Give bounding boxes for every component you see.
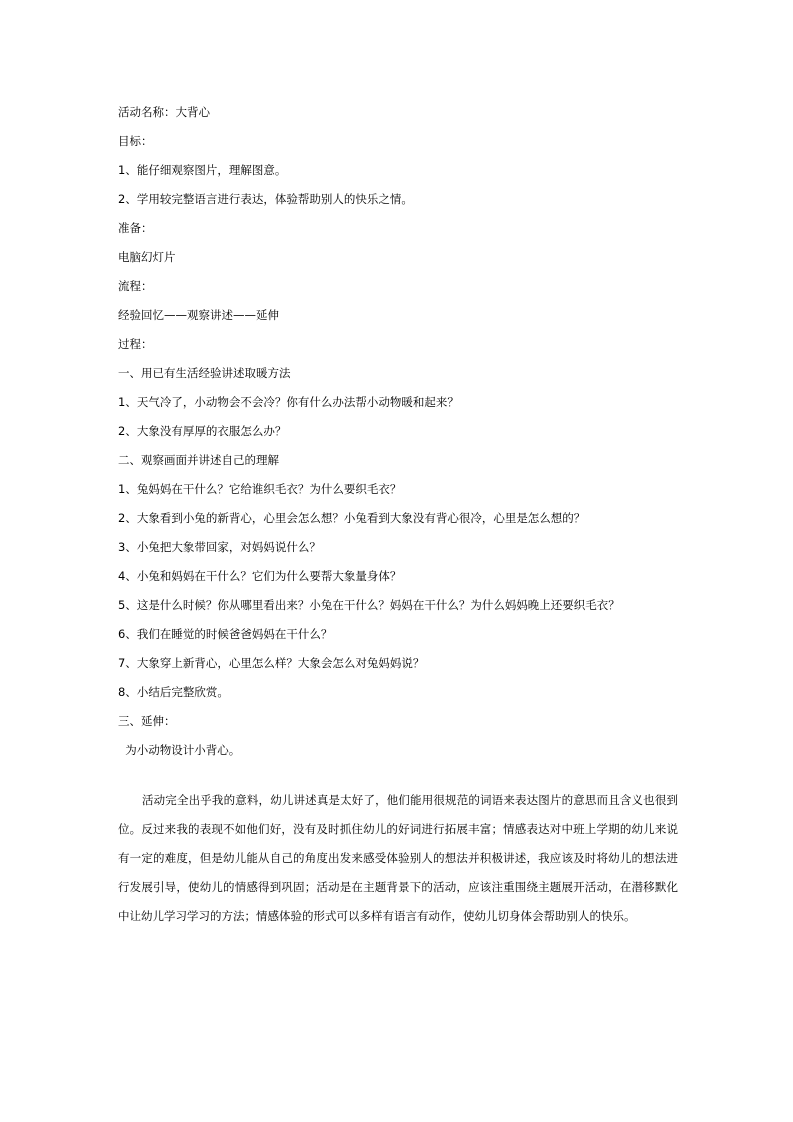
question-item: 2、大象没有厚厚的衣服怎么办？ — [118, 424, 287, 438]
goals-heading: 目标： — [118, 134, 153, 148]
section-heading: 三、延伸： — [118, 714, 176, 728]
section-heading: 一、用已有生活经验讲述取暖方法 — [118, 366, 291, 380]
process-heading: 过程： — [118, 337, 153, 351]
question-item: 3、小兔把大象带回家，对妈妈说什么？ — [118, 540, 321, 554]
question-item: 4、小兔和妈妈在干什么？它们为什么要帮大象量身体？ — [118, 569, 402, 583]
goal-item: 2、学用较完整语言进行表达，体验帮助别人的快乐之情。 — [118, 192, 413, 206]
reflection-paragraph: 活动完全出乎我的意料，幼儿讲述真是太好了，他们能用很规范的词语来表达图片的意思而且含义也很到位。反过来我的表现不如他们好，没有及时抓住幼儿的好词进行拓展丰富；情感表达对中班上学期的幼儿来说有一定的难度，但是幼儿能从自己的角度出发来感受体验别人的想法并积极讲述，我应该及时将幼儿的想法进行发展引导，使幼儿的情感得到巩固；活动是在主题背景下的活动，应该注重围绕主题展开活动，在潜移默化中让幼儿学习学习的方法；情感体验的形式可以多样有语言有动作，使幼儿切身体会帮助别人的快乐。 — [118, 793, 678, 923]
question-item: 1、兔妈妈在干什么？它给谁织毛衣？为什么要织毛衣？ — [118, 482, 402, 496]
flow-text: 经验回忆——观察讲述——延伸 — [118, 308, 279, 322]
activity-title: 活动名称：大背心 — [118, 105, 210, 119]
question-item: 2、大象看到小兔的新背心，心里会怎么想？小兔看到大象没有背心很冷，心里是怎么想的？ — [118, 511, 586, 525]
question-item: 8、小结后完整欣赏。 — [118, 685, 229, 699]
section-heading: 二、观察画面并讲述自己的理解 — [118, 453, 279, 467]
question-item: 5、这是什么时候？你从哪里看出来？小兔在干什么？妈妈在干什么？为什么妈妈晚上还要织毛衣？ — [118, 598, 620, 612]
extension-item: 为小动物设计小背心。 — [118, 743, 241, 757]
question-item: 6、我们在睡觉的时候爸爸妈妈在干什么？ — [118, 627, 333, 641]
preparation-heading: 准备： — [118, 221, 153, 235]
question-item: 1、天气冷了，小动物会不会冷？你有什么办法帮小动物暖和起来？ — [118, 395, 459, 409]
question-item: 7、大象穿上新背心，心里怎么样？大象会怎么对兔妈妈说？ — [118, 656, 425, 670]
flow-heading: 流程： — [118, 279, 153, 293]
preparation-item: 电脑幻灯片 — [118, 250, 176, 264]
goal-item: 1、能仔细观察图片，理解图意。 — [118, 163, 287, 177]
